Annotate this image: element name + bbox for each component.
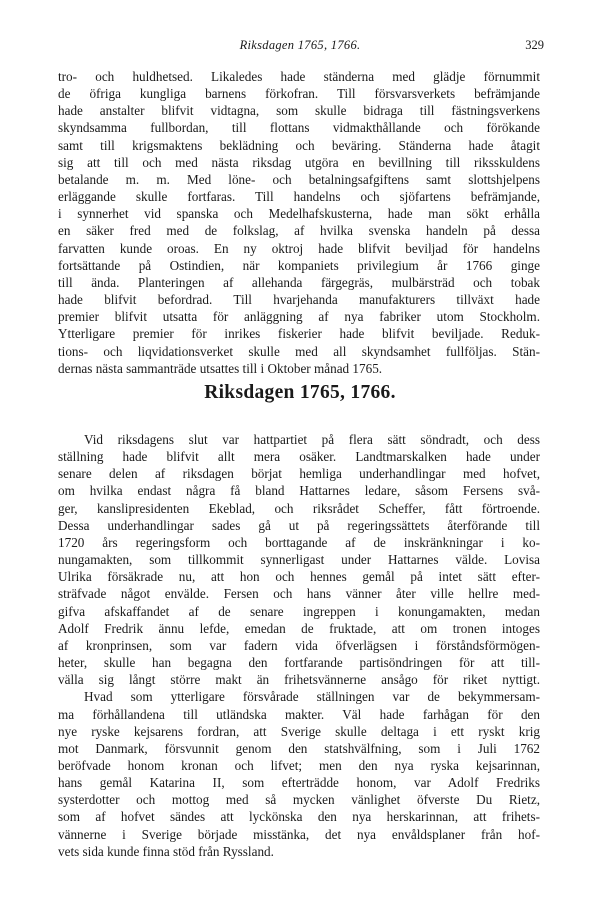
text-line: som af hofvet sändes att lyckönska den nya herskarinnan, att frihets-	[58, 809, 540, 825]
text-line: betalande m. m. Med löne- och betalningsafgiftens samt slottshjelpens	[58, 171, 540, 187]
text-line: Adolf Fredrik ännu lefde, emedan de fruktade, att om tronen intoges	[58, 620, 540, 636]
text-line: tions- och liqvidationsverket skulle med all skyndsamhet fullföljas. Stän-	[58, 343, 540, 359]
text-line: Hvad som ytterligare försvårade ställningen var de bekymmersam-	[84, 689, 540, 705]
text-line: Ytterligare premier för inrikes fiskerier hade blifvit beviljade. Reduk-	[58, 326, 540, 342]
text-line: hans gemål Katarina II, som efterträdde honom, var Adolf Fredriks	[58, 775, 540, 791]
text-line: farvatten kunde oroas. En ny oktroj hade blifvit beviljad för handelns	[58, 240, 540, 256]
text-line: sig att till och med nästa riksdag utgöra en bevillning till riksskuldens	[58, 154, 540, 170]
text-line: af kronprinsen, som var fadern vida öfverlägsen i förståndsförmögen-	[58, 637, 540, 653]
text-line: beröfvade honom kronan och lifvet; men den nya ryska kejsarinnan,	[58, 757, 540, 773]
text-line: heter, skulle han begagna den fortfarande partisöndringen för att till-	[58, 655, 540, 671]
text-line: fortsättande på Ostindien, när kompaniets privilegium år 1766 ginge	[58, 257, 540, 273]
text-line: tro- och huldhetsed. Likaledes hade ständerna med glädje förnummit	[58, 69, 540, 84]
text-line: nye ryske kejsarens fordran, att Sverige skulle deltaga i ett ryskt krig	[58, 723, 540, 739]
text-line: dernas nästa sammanträde utsattes till i Oktober månad 1765.	[58, 360, 383, 376]
text-line: Vid riksdagens slut var hattpartiet på flera sätt söndradt, och dess	[84, 432, 540, 447]
text-line: till ända. Planteringen af allehanda färgegräs, mulbärsträd och tobak	[58, 274, 540, 290]
text-line: nungamakten, som tillkommit synnerligast under Hattarnes välde. Lovisa	[58, 552, 540, 568]
paragraph-2	[58, 431, 540, 860]
text-line: erläggande skulle fortfaras. Till handelns och sjöfartens befrämjande,	[58, 189, 540, 205]
text-line: om hvilka endast några få bland Hattarnes ledare, såsom Fersens svå-	[58, 483, 540, 499]
text-line: ma förhållandena till utländska makter. Väl hade farhågan för den	[58, 706, 540, 722]
text-line: senare delen af riksdagen börjat hemliga underhandlingar med hofvet,	[58, 466, 540, 482]
text-line: välla sig långt större makt än frihetsvännerne ansågo för riket nyttigt.	[58, 672, 540, 688]
text-line: ger, kanslipresidenten Ekeblad, och riksrådet Scheffer, fått förtroende.	[58, 500, 540, 516]
text-line: hade anstalter blifvit vidtagna, som skulle bidraga till fästningsverkens	[58, 103, 540, 119]
text-line: Dessa underhandlingar sades gå ut på regeringssättets återförande till	[58, 517, 540, 533]
text-line: ställning hade blifvit allt mera osäker. Landtmarskalken hade under	[58, 449, 540, 465]
text-line: sträfvade något envälde. Fersen och hans vänner åter ville hellre med-	[58, 586, 540, 602]
running-head	[0, 38, 600, 56]
text-line: 1720 års regeringsform och borttagande af de inskränkningar i ko-	[58, 534, 540, 550]
text-line: en säker fred med de folkslag, af hvilka svenska handeln på dessa	[58, 223, 540, 239]
page-number: 329	[525, 38, 544, 52]
paragraph-1	[58, 68, 540, 377]
text-line: skyndsamma fullbordan, till flottans vidmakthållande och förökande	[58, 120, 540, 136]
text-line: gifva afskaffandet af de senare ingreppen i konungamakten, medan	[58, 603, 540, 619]
section-heading: Riksdagen 1765, 1766.	[204, 382, 396, 403]
text-line: samt till krigsmaktens beklädning och beväring. Ständerna hade åtagit	[58, 137, 540, 153]
text-line: de öfriga kungliga barnens förkofran. Till försvarsverkets befrämjande	[58, 86, 540, 102]
text-line: vets sida kunde finna stöd från Ryssland.	[58, 843, 274, 859]
text-line: premier blifvit utsatta för anläggning af nya fabriker utom Stockholm.	[58, 309, 540, 325]
text-line: i synnerhet vid spanska och Medelhafskusterna, hade man sökt erhålla	[58, 206, 540, 222]
running-title: Riksdagen 1765, 1766.	[239, 38, 361, 52]
text-line: hade blifvit befordrad. Till hvarjehanda manufakturers tillväxt hade	[58, 292, 540, 308]
text-line: mot Danmark, försvunnit genom den statshvälfning, som i Juli 1762	[58, 740, 540, 756]
text-line: vännerne i Sverige började misstänka, det nya envåldsplaner från hof-	[58, 826, 540, 842]
text-line: Ulrika försäkrade nu, att hon och hennes gemål på intet sätt efter-	[58, 569, 540, 585]
text-line: systerdotter och mottog med så mycken vänlighet öfverste Du Rietz,	[58, 792, 540, 808]
